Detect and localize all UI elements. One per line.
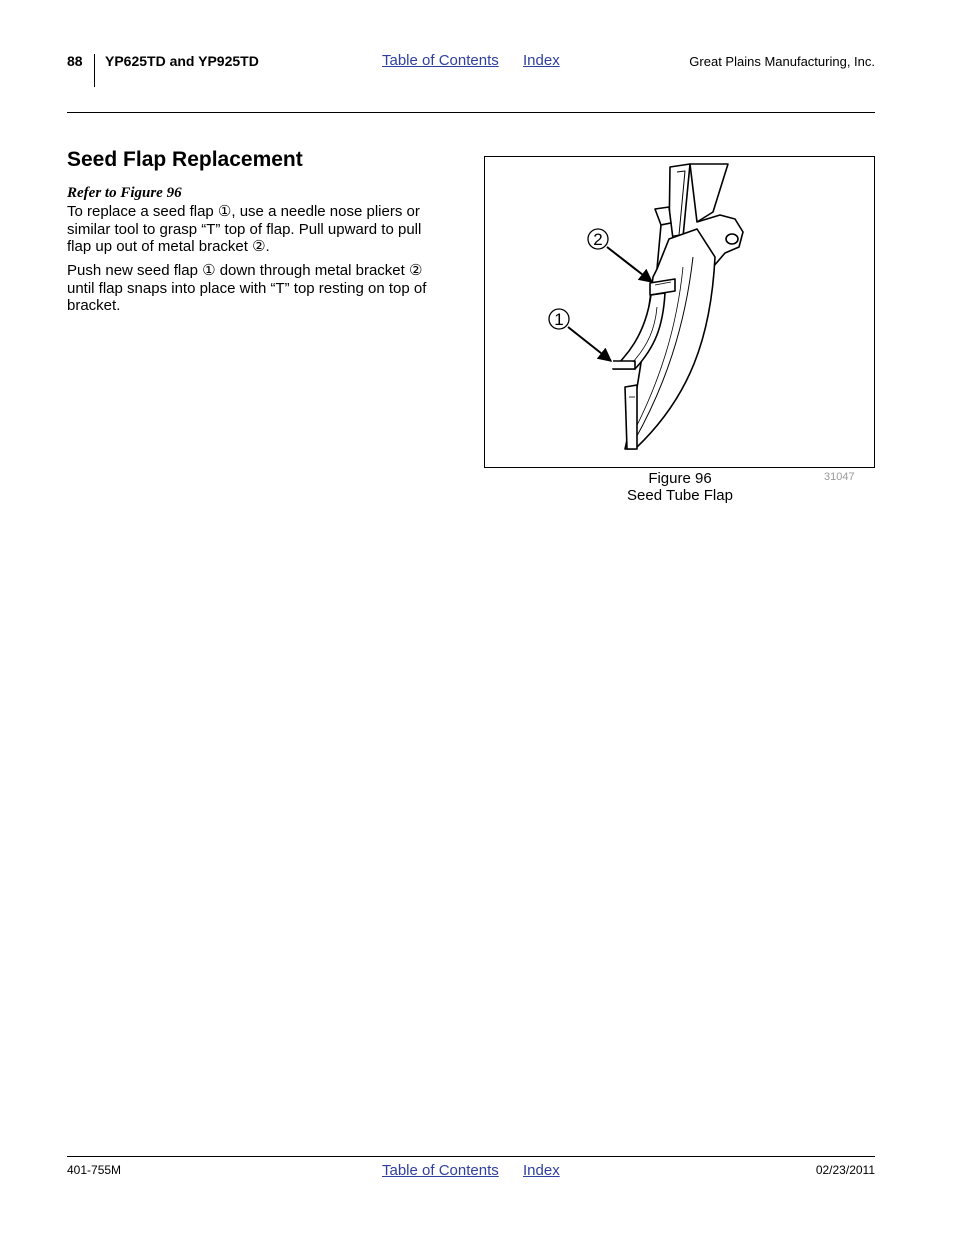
- header-index-link[interactable]: Index: [523, 52, 560, 69]
- figure-reference: Refer to Figure 96: [67, 185, 182, 201]
- callout-2-arrow: [607, 247, 652, 282]
- company-name: Great Plains Manufacturing, Inc.: [689, 54, 875, 69]
- section-title: Seed Flap Replacement: [67, 148, 303, 171]
- footer-index-link[interactable]: Index: [523, 1162, 560, 1179]
- document-title: YP625TD and YP925TD: [105, 53, 259, 69]
- document-number: 401-755M: [67, 1163, 122, 1177]
- figure-frame: [484, 156, 875, 468]
- callout-1-arrow: [568, 327, 611, 361]
- callout-1-label: 1: [554, 310, 564, 329]
- figure-id: 31047: [824, 471, 855, 483]
- header-divider: [94, 54, 95, 87]
- seed-tube-illustration: [485, 157, 874, 467]
- instruction-paragraph-2: Push new seed flap ① down through metal bracket ② until flap snaps into place with “T” top resting on top of bracket.: [67, 262, 427, 314]
- callout-2-label: 2: [593, 230, 603, 249]
- figure-number: Figure 96: [648, 470, 712, 487]
- footer-rule: [67, 1156, 875, 1157]
- instruction-paragraph-1: To replace a seed flap ①, use a needle nose pliers or similar tool to grasp “T” top of flap. Pull upward to pull flap up out of metal bracket ②.: [67, 203, 422, 255]
- figure-caption: Seed Tube Flap: [627, 487, 733, 504]
- footer-toc-link[interactable]: Table of Contents: [382, 1162, 499, 1179]
- page-number: 88: [67, 53, 83, 69]
- header-toc-link[interactable]: Table of Contents: [382, 52, 499, 69]
- header-rule: [67, 112, 875, 113]
- revision-date: 02/23/2011: [815, 1163, 875, 1177]
